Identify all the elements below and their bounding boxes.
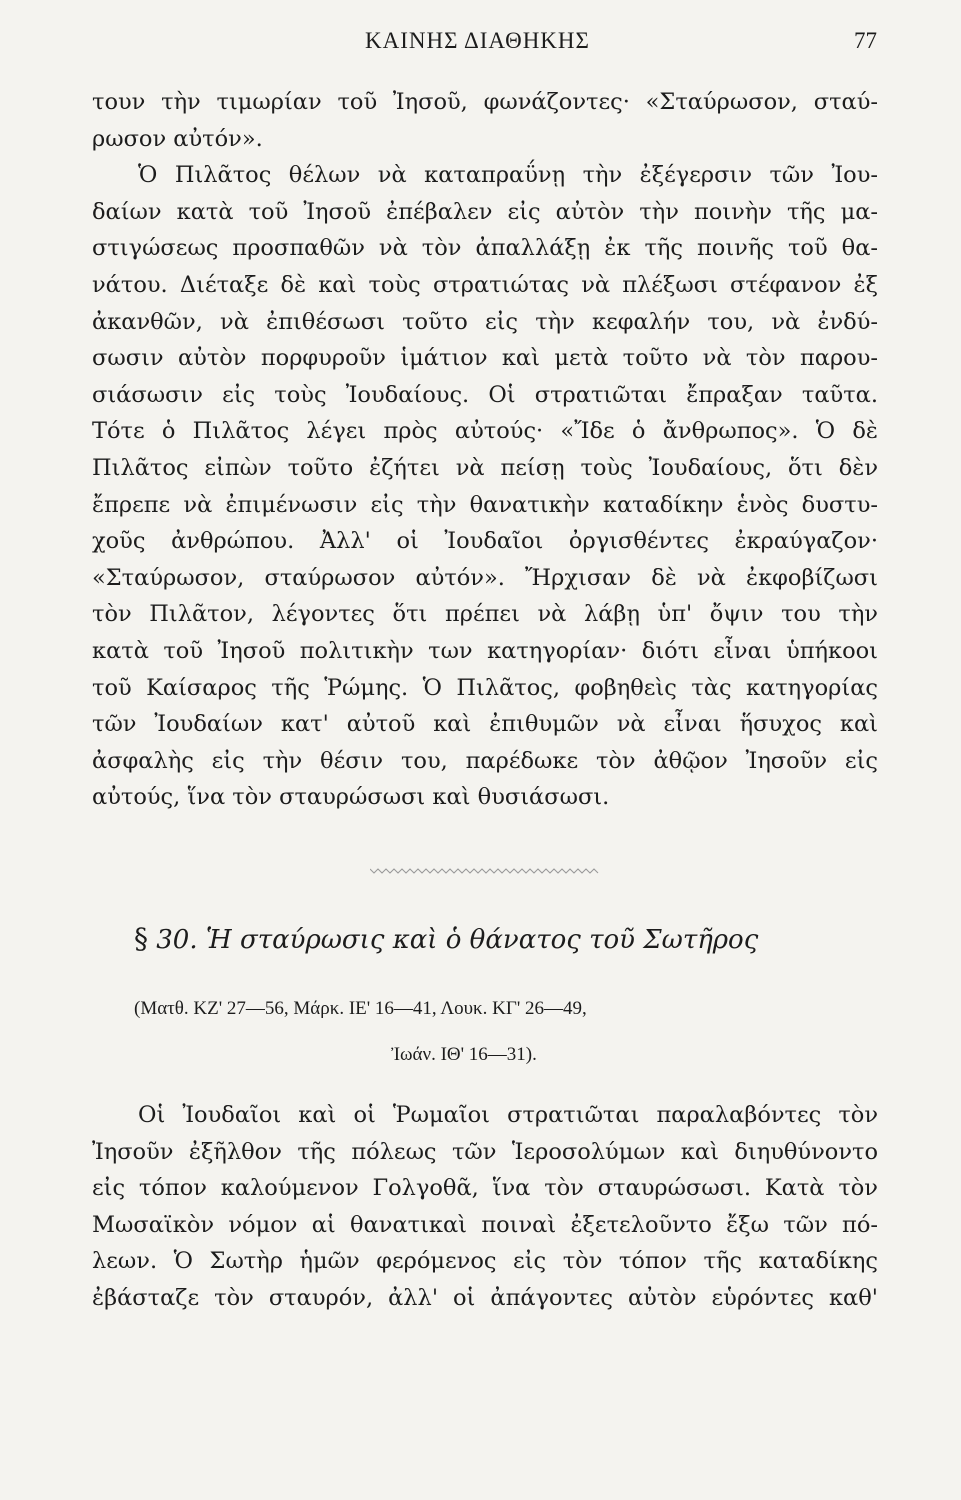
text-line: σιάσωσιν εἰς τοὺς Ἰουδαίους. Οἱ στρατιῶται ἔπραξαν ταῦτα. xyxy=(92,381,878,408)
text-line: ἐβάσταζε τὸν σταυρόν, ἀλλ' οἱ ἀπάγοντες αὐτὸν εὑρόντες καθ' xyxy=(92,1284,878,1311)
text-line: κατὰ τοῦ Ἰησοῦ πολιτικὴν των κατηγορίαν· διότι εἶναι ὑπήκοοι xyxy=(92,637,878,664)
paragraph-pilate xyxy=(92,84,878,816)
section-symbol: § xyxy=(134,922,148,955)
text-line: ἀσφαλὴς εἰς τὴν θέσιν του, παρέδωκε τὸν ἀθῷον Ἰησοῦν εἰς xyxy=(92,747,878,774)
text-line: εἰς τόπον καλούμενον Γολγοθᾶ, ἵνα τὸν σταυρώσωσι. Κατὰ τὸν xyxy=(92,1175,878,1202)
section-number: 30. xyxy=(156,925,198,955)
text-line: τὸν Πιλᾶτον, λέγοντες ὅτι πρέπει νὰ λάβῃ ὑπ' ὄψιν του τὴν xyxy=(92,601,878,628)
text-line: Οἱ Ἰουδαῖοι καὶ οἱ Ῥωμαῖοι στρατιῶται παραλαβόντες τὸν xyxy=(138,1102,878,1128)
page-header xyxy=(0,28,961,68)
references-line-1: (Ματθ. ΚΖ' 27—56, Μάρκ. ΙΕ' 16—41, Λουκ. ΚΓ' 26—49, xyxy=(134,998,587,1019)
text-line: λεων. Ὁ Σωτὴρ ἡμῶν φερόμενος εἰς τὸν τόπον τῆς καταδίκης xyxy=(92,1248,878,1275)
text-line: χοῦς ἀνθρώπου. Ἀλλ' οἱ Ἰουδαῖοι ὀργισθέντες ἐκραύγαζον· xyxy=(92,528,878,555)
text-line: τῶν Ἰουδαίων κατ' αὐτοῦ καὶ ἐπιθυμῶν νὰ εἶναι ἥσυχος καὶ xyxy=(92,711,878,738)
text-line: ρωσον αὐτόν». xyxy=(92,125,263,152)
text-line: Πιλᾶτος εἰπὼν τοῦτο ἐζήτει νὰ πείσῃ τοὺς Ἰουδαίους, ὅτι δὲν xyxy=(92,454,878,481)
text-line: Ἰησοῦν ἐξῆλθον τῆς πόλεως τῶν Ἱεροσολύμων καὶ διηυθύνοντο xyxy=(92,1138,878,1165)
text-line: στιγώσεως προσπαθῶν νὰ τὸν ἀπαλλάξῃ ἐκ τῆς ποινῆς τοῦ θα- xyxy=(92,235,878,262)
scripture-references xyxy=(134,986,834,1078)
references-line-2: Ἰωάν. ΙΘ' 16—31). xyxy=(391,1044,537,1065)
text-line: σωσιν αὐτὸν πορφυροῦν ἱμάτιον καὶ μετὰ τοῦτο νὰ τὸν παρου- xyxy=(92,345,878,372)
section-heading xyxy=(134,922,864,955)
text-line: τουν τὴν τιμωρίαν τοῦ Ἰησοῦ, φωνάζοντες· «Σταύρωσον, σταύ- xyxy=(92,89,878,115)
text-line: ἔπρεπε νὰ ἐπιμένωσιν εἰς τὴν θανατικὴν καταδίκην ἑνὸς δυστυ- xyxy=(92,491,878,518)
paragraph-crucifixion xyxy=(92,1097,878,1317)
text-line: νάτου. Διέταξε δὲ καὶ τοὺς στρατιώτας νὰ πλέξωσι στέφανον ἐξ xyxy=(92,271,878,298)
text-line: Τότε ὁ Πιλᾶτος λέγει πρὸς αὐτούς· «Ἴδε ὁ ἄνθρωπος». Ὁ δὲ xyxy=(92,418,878,445)
text-line: δαίων κατὰ τοῦ Ἰησοῦ ἐπέβαλεν εἰς αὐτὸν τὴν ποινὴν τῆς μα- xyxy=(92,198,878,225)
section-title: Ἡ σταύρωσις καὶ ὁ θάνατος τοῦ Σωτῆρος xyxy=(205,925,759,955)
text-line: ἀκανθῶν, νὰ ἐπιθέσωσι τοῦτο εἰς τὴν κεφαλήν του, νὰ ἐνδύ- xyxy=(92,308,878,335)
text-line: Μωσαϊκὸν νόμον αἱ θανατικαὶ ποιναὶ ἐξετελοῦντο ἔξω τῶν πό- xyxy=(92,1211,878,1238)
text-line: Ὁ Πιλᾶτος θέλων νὰ καταπραΰνῃ τὴν ἐξέγερσιν τῶν Ἰου- xyxy=(138,162,878,189)
text-line: αὐτούς, ἵνα τὸν σταυρώσωσι καὶ θυσιάσωσι. xyxy=(92,784,610,811)
decorative-divider xyxy=(370,865,600,877)
text-line: τοῦ Καίσαρος τῆς Ῥώμης. Ὁ Πιλᾶτος, φοβηθεὶς τὰς κατηγορίας xyxy=(92,674,878,701)
running-title: ΚΑΙΝΗΣ ΔΙΑΘΗΚΗΣ xyxy=(365,28,590,53)
page-number: 77 xyxy=(854,28,877,53)
text-line: «Σταύρωσον, σταύρωσον αὐτόν». Ἤρχισαν δὲ νὰ ἐκφοβίζωσι xyxy=(92,564,878,591)
